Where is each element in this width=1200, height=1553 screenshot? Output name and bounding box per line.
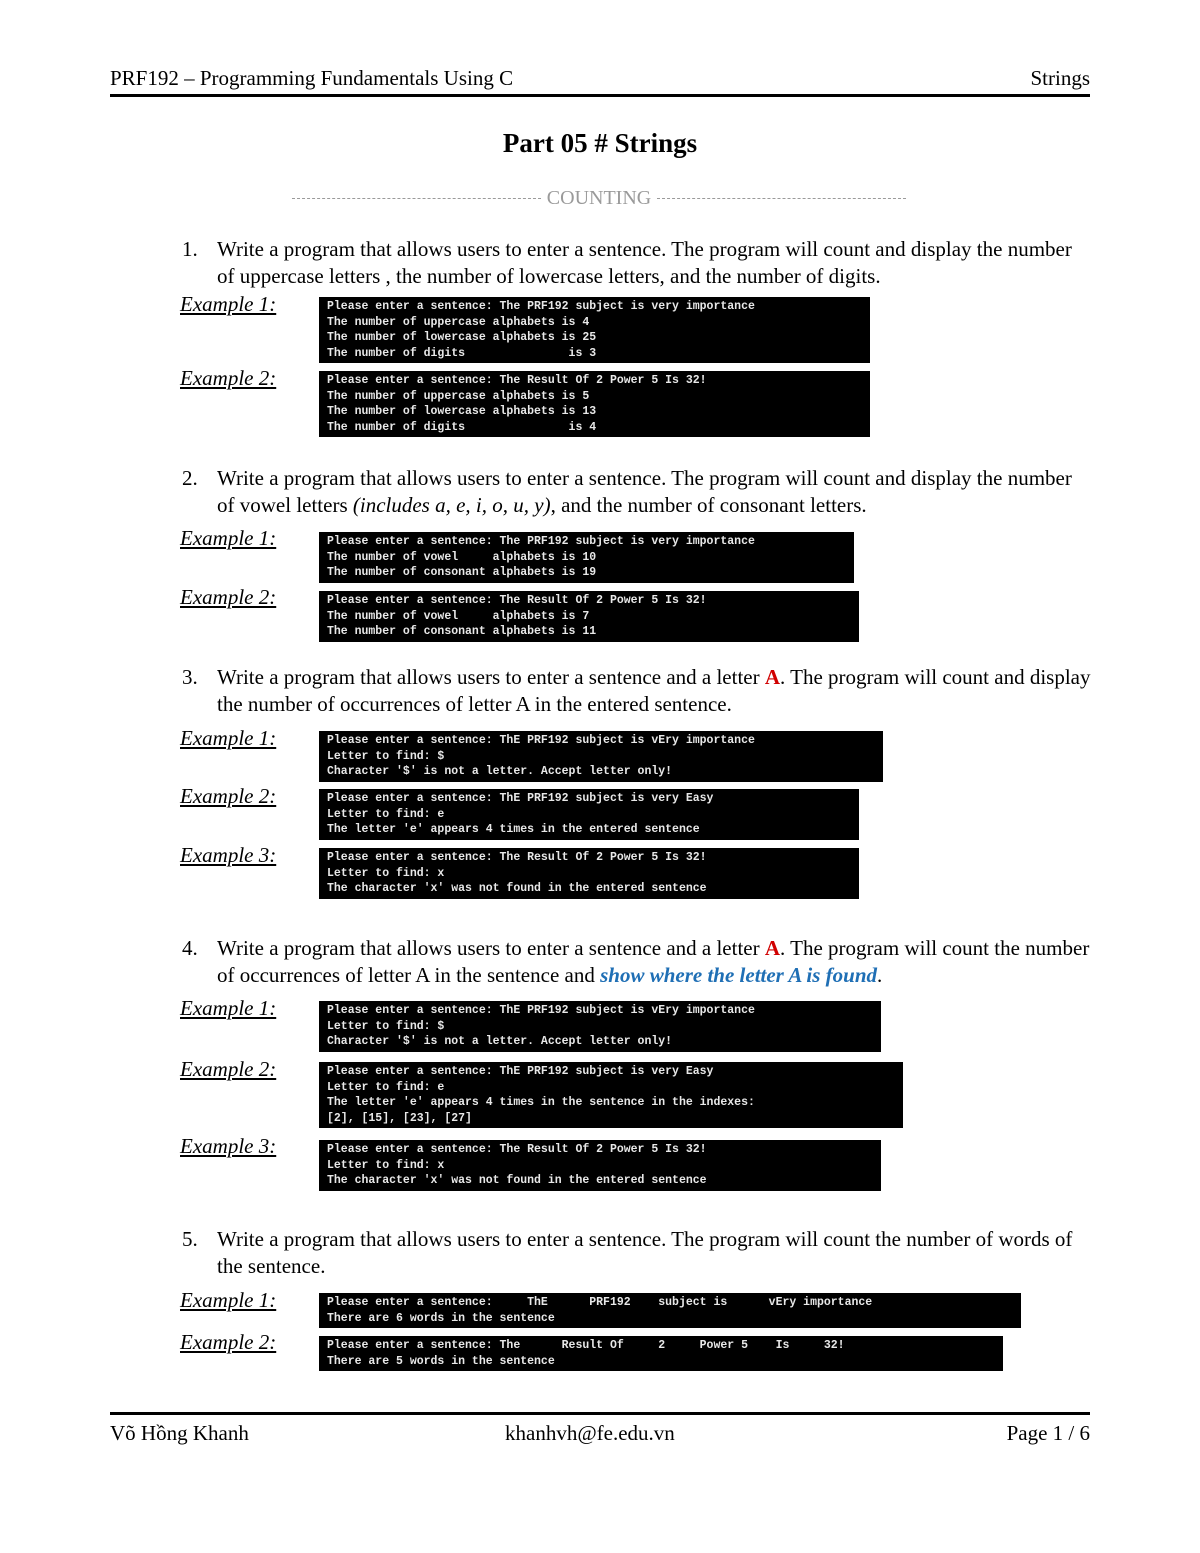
question-5 [182, 1226, 1092, 1280]
vowel-list: (includes a, e, i, o, u, y) [352, 493, 551, 517]
question-number: 1. [182, 237, 198, 261]
console-output [319, 848, 859, 899]
console-line: Please enter a sentence: The Result Of 2 Power 5 Is 32! [327, 851, 707, 864]
console-line: The number of lowercase alphabets is 25 [327, 331, 597, 344]
console-output [319, 297, 870, 363]
letter-a-highlight: A [764, 665, 781, 689]
emphasis-text: show where the letter A is found [600, 963, 878, 987]
console-line: The character 'x' was not found in the entered sentence [327, 882, 707, 895]
question-2 [182, 465, 1092, 519]
console-line: The number of digits is 3 [327, 346, 597, 360]
console-line: Please enter a sentence: The Result Of 2 Power 5 Is 32! [327, 374, 707, 387]
section-label: COUNTING [546, 187, 652, 209]
page-title: Part 05 # Strings [502, 128, 698, 158]
console-output [319, 1140, 881, 1191]
question-text: Write a program that allows users to enter a sentence. The program will count and display the number of uppercase letters , the number of lowercase letters, and the number of digits. [217, 237, 1072, 288]
console-line: Please enter a sentence: The Result Of 2 Power 5 Is 32! [327, 594, 707, 607]
console-line: The letter 'e' appears 4 times in the sentence in the indexes: [327, 1096, 755, 1109]
question-text: Write a program that allows users to enter a sentence and a letter A. The program will count the number of occurrences of letter A in the sentence and show where the letter A is found. [217, 936, 1090, 987]
question-number: 2. [182, 466, 198, 490]
question-4 [182, 935, 1092, 989]
console-line: Please enter a sentence: ThE PRF192 subject is vEry importance [327, 734, 755, 747]
console-line: Letter to find: x [327, 1158, 445, 1172]
example-label: Example 1: [180, 526, 277, 550]
console-line: [2], [15], [23], [27] [327, 1111, 472, 1125]
console-line: The number of vowel alphabets is 10 [327, 550, 597, 564]
console-line: Character '$' is not a letter. Accept letter only! [327, 765, 673, 778]
example-label: Example 2: [180, 1057, 277, 1081]
console-line: The number of lowercase alphabets is 13 [327, 405, 597, 418]
console-output [319, 1336, 1003, 1371]
header-topic: Strings [1030, 66, 1090, 90]
console-line: Letter to find: $ [327, 1019, 445, 1033]
separator-line-right [657, 198, 906, 199]
example-label: Example 2: [180, 366, 277, 390]
example-label: Example 1: [180, 726, 277, 750]
example-label: Example 1: [180, 292, 277, 316]
question-number: 5. [182, 1227, 198, 1251]
example-label: Example 2: [180, 784, 277, 808]
console-output [319, 1062, 903, 1128]
question-number: 3. [182, 665, 198, 689]
example-label: Example 1: [180, 1288, 277, 1312]
question-text: Write a program that allows users to enter a sentence and a letter A. The program will count and display the number of occurrences of letter A in the entered sentence. [217, 665, 1091, 716]
console-line: Please enter a sentence: ThE PRF192 subject is very Easy [327, 792, 714, 805]
console-line: Please enter a sentence: ThE PRF192 subject is very Easy [327, 1065, 714, 1078]
example-label: Example 1: [180, 996, 277, 1020]
question-text: Write a program that allows users to enter a sentence. The program will count and display the number of vowel letters (includes a, e, i, o, u, y), and the number of consonant letters. [217, 466, 1072, 517]
console-line: The number of consonant alphabets is 11 [327, 625, 597, 638]
question-3 [182, 664, 1092, 718]
console-line: There are 6 words in the sentence [327, 1311, 555, 1325]
console-line: Please enter a sentence: The PRF192 subject is very importance [327, 535, 755, 548]
question-number: 4. [182, 936, 198, 960]
letter-a-highlight: A [764, 936, 781, 960]
section-separator [292, 187, 906, 210]
console-line: There are 5 words in the sentence [327, 1354, 555, 1368]
console-line: The number of uppercase alphabets is 4 [327, 315, 590, 329]
console-line: Please enter a sentence: The PRF192 subject is very importance [327, 300, 755, 313]
console-line: The character 'x' was not found in the entered sentence [327, 1174, 707, 1187]
footer-email: khanhvh@fe.edu.vn [505, 1421, 675, 1445]
console-line: Letter to find: $ [327, 749, 445, 763]
console-line: Character '$' is not a letter. Accept letter only! [327, 1035, 673, 1048]
console-line: The letter 'e' appears 4 times in the entered sentence [327, 823, 700, 836]
example-label: Example 3: [180, 843, 277, 867]
header-course: PRF192 – Programming Fundamentals Using C [110, 66, 514, 90]
example-label: Example 3: [180, 1134, 277, 1158]
question-1 [182, 236, 1092, 290]
console-output [319, 371, 870, 437]
console-line: The number of uppercase alphabets is 5 [327, 389, 590, 403]
console-line: Please enter a sentence: ThE PRF192 subject is vEry importance [327, 1296, 873, 1309]
console-line: Letter to find: e [327, 1080, 445, 1094]
console-output [319, 591, 859, 642]
console-line: Please enter a sentence: The Result Of 2 Power 5 Is 32! [327, 1143, 707, 1156]
example-label: Example 2: [180, 1330, 277, 1354]
console-output [319, 789, 859, 840]
console-output [319, 1001, 881, 1052]
separator-line-left [292, 198, 541, 199]
question-text: Write a program that allows users to enter a sentence. The program will count the number of words of the sentence. [217, 1227, 1073, 1278]
console-line: The number of consonant alphabets is 19 [327, 566, 597, 579]
console-line: Please enter a sentence: ThE PRF192 subject is vEry importance [327, 1004, 755, 1017]
footer-page-number: Page 1 / 6 [1006, 1421, 1090, 1445]
console-line: The number of digits is 4 [327, 420, 597, 434]
footer-author: Võ Hồng Khanh [110, 1421, 249, 1445]
console-output [319, 1293, 1021, 1328]
console-line: The number of vowel alphabets is 7 [327, 609, 590, 623]
console-line: Letter to find: e [327, 807, 445, 821]
console-output [319, 532, 854, 583]
example-label: Example 2: [180, 585, 277, 609]
console-output [319, 731, 883, 782]
console-line: Please enter a sentence: The Result Of 2 Power 5 Is 32! [327, 1339, 845, 1352]
console-line: Letter to find: x [327, 866, 445, 880]
page-header [110, 64, 1090, 97]
page-footer [110, 1412, 1090, 1445]
